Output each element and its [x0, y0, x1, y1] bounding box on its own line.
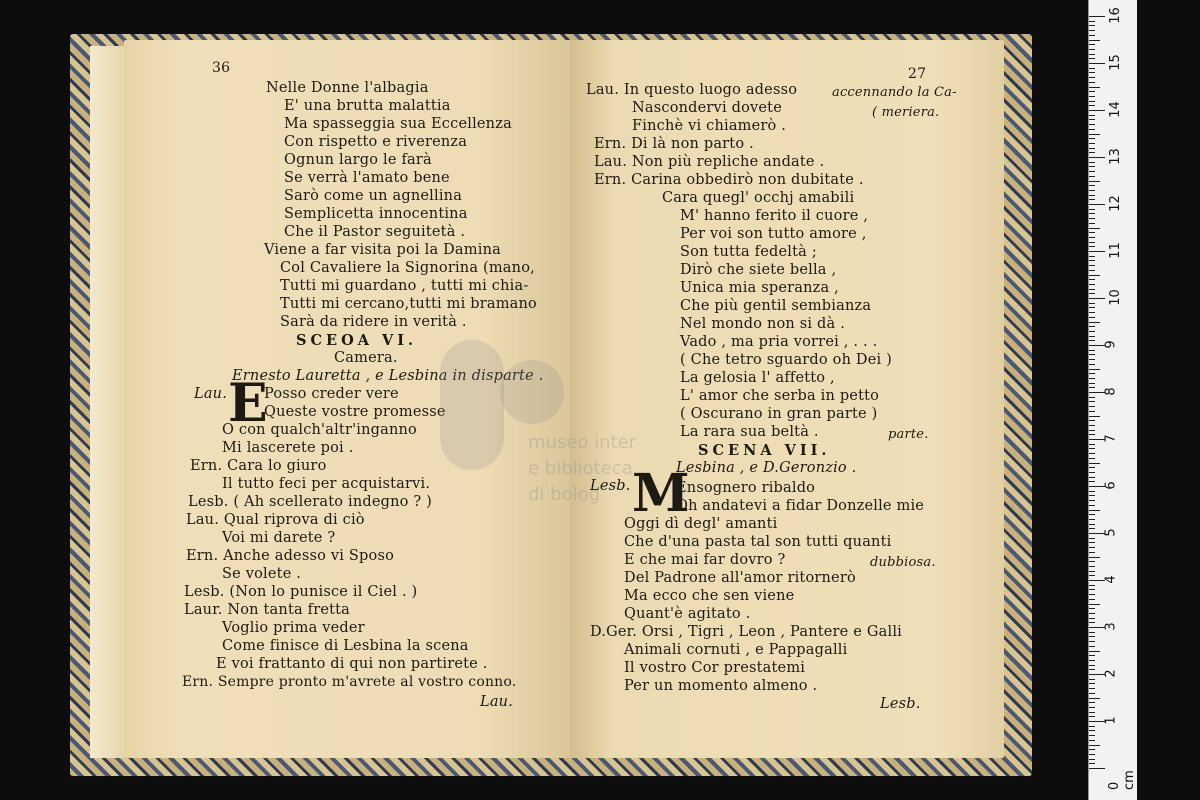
ruler-tick: [1089, 166, 1095, 167]
ruler-tick: [1089, 430, 1095, 431]
scene-location: Camera.: [334, 350, 398, 366]
text-line: Queste vostre promesse: [264, 404, 446, 420]
ruler-number: 3: [1103, 622, 1119, 631]
text-line: Mi lascerete poi .: [222, 440, 354, 456]
ruler-tick: [1089, 317, 1095, 318]
text-line: D.Ger. Orsi , Tigri , Leon , Pantere e Galli: [590, 624, 903, 640]
ruler-tick: [1089, 35, 1095, 36]
ruler-tick: [1089, 213, 1095, 214]
ruler-number: 12: [1107, 195, 1123, 212]
ruler-tick: [1089, 585, 1095, 586]
ruler-number: 4: [1103, 575, 1119, 584]
ruler-tick: [1089, 364, 1095, 365]
text-line: Voi mi darete ?: [222, 530, 336, 546]
ruler-tick: [1089, 209, 1095, 210]
ruler-tick: [1089, 420, 1095, 421]
ruler-tick: [1089, 176, 1095, 177]
flyleaf: [90, 46, 124, 758]
ruler-tick: [1089, 491, 1095, 492]
text-line: Col Cavaliere la Signorina (mano,: [280, 260, 535, 276]
ruler-tick: [1089, 604, 1100, 605]
ruler-tick: [1089, 96, 1095, 97]
page-number-left: 36: [212, 60, 231, 76]
ruler-tick: [1089, 528, 1095, 529]
text-line: Laur. Non tanta fretta: [184, 602, 351, 618]
ruler-tick: [1089, 228, 1100, 229]
ruler-tick: [1089, 552, 1095, 553]
ruler-tick: [1089, 251, 1105, 252]
ruler-tick: [1089, 669, 1095, 670]
text-line: ( Oscurano in gran parte ): [680, 406, 878, 422]
ruler-tick: [1089, 683, 1095, 684]
ruler-tick: [1089, 115, 1095, 116]
text-line: ( Che tetro sguardo oh Dei ): [680, 352, 893, 368]
scene-heading: SCEOA VI.: [296, 332, 418, 349]
ruler-tick: [1089, 721, 1105, 722]
ruler-tick: [1089, 54, 1095, 55]
ruler-tick: [1089, 195, 1095, 196]
text-line: Vado , ma pria vorrei , . . .: [680, 334, 878, 350]
ruler-tick: [1089, 312, 1095, 313]
ruler-tick: [1089, 87, 1100, 88]
text-line: Ern. Cara lo giuro: [190, 458, 327, 474]
ruler-tick: [1089, 763, 1095, 764]
text-line: E voi frattanto di qui non partirete .: [216, 656, 488, 672]
ruler-tick: [1089, 627, 1105, 628]
stage-direction: Ernesto Lauretta , e Lesbina in disparte .: [232, 368, 544, 384]
ruler-tick: [1089, 575, 1095, 576]
stage-direction: Lesbina , e D.Geronzio .: [676, 460, 857, 476]
ruler-tick: [1089, 425, 1095, 426]
ruler-tick: [1089, 270, 1095, 271]
ruler-number: 15: [1107, 54, 1123, 71]
ruler-tick: [1089, 162, 1095, 163]
stage-direction: accennando la Ca-: [832, 85, 957, 100]
ruler-tick: [1089, 199, 1095, 200]
ruler-tick: [1089, 331, 1095, 332]
text-line: Viene a far visita poi la Damina: [264, 242, 501, 258]
text-line: La rara sua beltà .: [680, 424, 819, 440]
text-line: Lesb. ( Ah scellerato indegno ? ): [188, 494, 433, 510]
drop-cap-m: M: [632, 463, 690, 524]
ruler-tick: [1089, 745, 1100, 746]
ruler-tick: [1089, 25, 1095, 26]
ruler-tick: [1089, 500, 1095, 501]
speaker-label: Lesb.: [590, 478, 631, 494]
ruler-tick: [1089, 472, 1095, 473]
text-line: Oh andatevi a fidar Donzelle mie: [676, 498, 925, 514]
ruler-tick: [1089, 44, 1095, 45]
ruler-tick: [1089, 124, 1095, 125]
text-line: Son tutta fedeltà ;: [680, 244, 817, 260]
ruler-tick: [1089, 519, 1095, 520]
ruler-tick: [1089, 110, 1105, 111]
ruler-tick: [1089, 730, 1095, 731]
ruler-tick: [1089, 538, 1095, 539]
drop-cap-e: E: [228, 373, 268, 434]
ruler-tick: [1089, 340, 1095, 341]
ruler-tick: [1089, 190, 1095, 191]
text-line: Ma spasseggia sua Eccellenza: [284, 116, 512, 132]
text-line: Ern. Sempre pronto m'avrete al vostro conno.: [182, 674, 517, 690]
ruler-tick: [1089, 369, 1100, 370]
ruler-tick: [1089, 72, 1095, 73]
ruler-tick: [1089, 397, 1095, 398]
ruler-tick: [1089, 702, 1095, 703]
ruler-tick: [1089, 143, 1095, 144]
text-line: Del Padrone all'amor ritornerò: [624, 570, 856, 586]
ruler-tick: [1089, 434, 1095, 435]
text-line: Sarò come un agnellina: [284, 188, 463, 204]
text-line: Che il Pastor seguitetà .: [284, 224, 466, 240]
ruler-tick: [1089, 185, 1095, 186]
ruler-tick: [1089, 30, 1095, 31]
text-line: Ensognero ribaldo: [676, 480, 816, 496]
ruler-tick: [1089, 707, 1095, 708]
text-line: Se volete .: [222, 566, 302, 582]
ruler-tick: [1089, 411, 1095, 412]
ruler-tick: [1089, 618, 1095, 619]
ruler-tick: [1089, 416, 1100, 417]
ruler-tick: [1089, 495, 1095, 496]
text-line: E' una brutta malattia: [284, 98, 451, 114]
ruler-tick: [1089, 101, 1095, 102]
text-line: Animali cornuti , e Pappagalli: [624, 642, 848, 658]
ruler-unit-label: 0 cm: [1107, 770, 1137, 790]
ruler-tick: [1089, 181, 1100, 182]
text-line: Posso creder vere: [264, 386, 399, 402]
ruler-tick: [1089, 138, 1095, 139]
ruler-tick: [1089, 350, 1095, 351]
page-number-right: 27: [908, 66, 927, 82]
ruler-tick: [1089, 444, 1095, 445]
ruler-tick: [1089, 735, 1095, 736]
text-line: Lau. In questo luogo adesso: [586, 82, 798, 98]
ruler-tick: [1089, 632, 1095, 633]
ruler-tick: [1089, 477, 1095, 478]
ruler-tick: [1089, 481, 1095, 482]
ruler-number: 1: [1103, 716, 1119, 725]
ruler-tick: [1089, 378, 1095, 379]
ruler-tick: [1089, 387, 1095, 388]
watermark-text: e biblioteca: [528, 458, 633, 479]
ruler-tick: [1089, 439, 1105, 440]
ruler-tick: [1089, 303, 1095, 304]
text-line: Che più gentil sembianza: [680, 298, 872, 314]
ruler-number: 2: [1103, 669, 1119, 678]
ruler-tick: [1089, 77, 1095, 78]
ruler-tick: [1089, 674, 1105, 675]
ruler-tick: [1089, 289, 1095, 290]
text-line: M' hanno ferito il cuore ,: [680, 208, 869, 224]
ruler-tick: [1089, 91, 1095, 92]
text-line: Per un momento almeno .: [624, 678, 818, 694]
ruler-tick: [1089, 571, 1095, 572]
ruler-tick: [1089, 463, 1100, 464]
ruler-tick: [1089, 204, 1105, 205]
ruler-tick: [1089, 16, 1105, 17]
text-line: Quant'è agitato .: [624, 606, 751, 622]
ruler-number: 10: [1107, 289, 1123, 306]
ruler-tick: [1089, 759, 1095, 760]
ruler-tick: [1089, 279, 1095, 280]
text-line: Con rispetto e riverenza: [284, 134, 468, 150]
text-line: E che mai far dovro ?: [624, 552, 786, 568]
ruler-number: 9: [1103, 340, 1119, 349]
text-line: Ern. Anche adesso vi Sposo: [186, 548, 395, 564]
ruler-tick: [1089, 599, 1095, 600]
ruler-tick: [1089, 307, 1095, 308]
scene-heading: SCENA VII.: [698, 442, 831, 459]
ruler-tick: [1089, 49, 1095, 50]
ruler-tick: [1089, 636, 1095, 637]
speaker-label: Lau.: [194, 386, 228, 402]
ruler-tick: [1089, 82, 1095, 83]
text-line: Semplicetta innocentina: [284, 206, 468, 222]
ruler-tick: [1089, 768, 1105, 769]
text-line: Oggi dì degl' amanti: [624, 516, 778, 532]
text-line: La gelosia l' affetto ,: [680, 370, 835, 386]
ruler-tick: [1089, 392, 1105, 393]
ruler-tick: [1089, 260, 1095, 261]
watermark-mark: [440, 340, 504, 470]
ruler-tick: [1089, 693, 1095, 694]
catchword: Lesb.: [880, 696, 921, 712]
text-line: Il vostro Cor prestatemi: [624, 660, 806, 676]
text-line: Lau. Qual riprova di ciò: [186, 512, 365, 528]
ruler-number: 13: [1107, 148, 1123, 165]
ruler-tick: [1089, 467, 1095, 468]
ruler-tick: [1089, 641, 1095, 642]
ruler-tick: [1089, 265, 1095, 266]
text-line: Finchè vi chiamerò .: [632, 118, 787, 134]
ruler-tick: [1089, 134, 1100, 135]
ruler-tick: [1089, 665, 1095, 666]
ruler-tick: [1089, 716, 1095, 717]
text-line: Voglio prima veder: [222, 620, 365, 636]
ruler-tick: [1089, 63, 1105, 64]
text-line: Nelle Donne l'albagia: [266, 80, 429, 96]
text-line: Dirò che siete bella ,: [680, 262, 837, 278]
ruler-tick: [1089, 749, 1095, 750]
text-line: Per voi son tutto amore ,: [680, 226, 867, 242]
ruler-tick: [1089, 679, 1095, 680]
ruler-tick: [1089, 401, 1095, 402]
ruler-tick: [1089, 726, 1095, 727]
ruler-tick: [1089, 40, 1100, 41]
ruler-tick: [1089, 740, 1095, 741]
ruler-tick: [1089, 651, 1100, 652]
ruler-tick: [1089, 646, 1095, 647]
ruler-tick: [1089, 608, 1095, 609]
measurement-ruler: [1088, 0, 1137, 800]
right-page: [570, 40, 1004, 758]
ruler-tick: [1089, 326, 1095, 327]
ruler-tick: [1089, 119, 1095, 120]
ruler-tick: [1089, 298, 1105, 299]
ruler-tick: [1089, 594, 1095, 595]
ruler-tick: [1089, 58, 1095, 59]
ruler-tick: [1089, 458, 1095, 459]
ruler-tick: [1089, 345, 1105, 346]
ruler-tick: [1089, 514, 1095, 515]
stage-direction: ( meriera.: [872, 105, 940, 120]
ruler-tick: [1089, 566, 1095, 567]
ruler-tick: [1089, 284, 1095, 285]
text-line: Nascondervi dovete: [632, 100, 782, 116]
ruler-tick: [1089, 21, 1095, 22]
ruler-tick: [1089, 698, 1100, 699]
ruler-tick: [1089, 275, 1100, 276]
ruler-tick: [1089, 105, 1095, 106]
ruler-number: 5: [1103, 528, 1119, 537]
ruler-tick: [1089, 533, 1105, 534]
ruler-tick: [1089, 354, 1095, 355]
ruler-tick: [1089, 622, 1095, 623]
ruler-number: 16: [1107, 7, 1123, 24]
ruler-tick: [1089, 322, 1100, 323]
ruler-tick: [1089, 359, 1095, 360]
ruler-tick: [1089, 171, 1095, 172]
watermark-text: di bolog: [528, 484, 601, 505]
text-line: Lesb. (Non lo punisce il Ciel . ): [184, 584, 418, 600]
ruler-tick: [1089, 373, 1095, 374]
text-line: Sarà da ridere in verità .: [280, 314, 467, 330]
ruler-tick: [1089, 580, 1105, 581]
ruler-number: 8: [1103, 387, 1119, 396]
ruler-tick: [1089, 688, 1095, 689]
ruler-tick: [1089, 660, 1095, 661]
text-line: Tutti mi cercano,tutti mi bramano: [280, 296, 537, 312]
ruler-tick: [1089, 406, 1095, 407]
text-line: Ognun largo le farà: [284, 152, 432, 168]
ruler-tick: [1089, 754, 1095, 755]
ruler-tick: [1089, 557, 1100, 558]
ruler-tick: [1089, 152, 1095, 153]
ruler-tick: [1089, 256, 1095, 257]
ruler-tick: [1089, 129, 1095, 130]
ruler-tick: [1089, 712, 1095, 713]
ruler-tick: [1089, 157, 1105, 158]
ruler-tick: [1089, 453, 1095, 454]
ruler-tick: [1089, 336, 1095, 337]
ruler-number: 6: [1103, 481, 1119, 490]
ruler-number: 11: [1107, 242, 1123, 259]
text-line: Ern. Carina obbedirò non dubitate .: [594, 172, 864, 188]
watermark-text: museo inter: [528, 432, 637, 453]
ruler-tick: [1089, 486, 1105, 487]
ruler-tick: [1089, 237, 1095, 238]
ruler-tick: [1089, 448, 1095, 449]
text-line: Se verrà l'amato bene: [284, 170, 450, 186]
text-line: O con qualch'altr'inganno: [222, 422, 417, 438]
ruler-tick: [1089, 68, 1095, 69]
text-line: Cara quegl' occhj amabili: [662, 190, 855, 206]
ruler-tick: [1089, 524, 1095, 525]
ruler-tick: [1089, 547, 1095, 548]
text-line: Il tutto feci per acquistarvi.: [222, 476, 431, 492]
ruler-tick: [1089, 148, 1095, 149]
ruler-tick: [1089, 589, 1095, 590]
ruler-tick: [1089, 505, 1095, 506]
ruler-tick: [1089, 293, 1095, 294]
ruler-tick: [1089, 613, 1095, 614]
watermark-mark: [500, 360, 564, 424]
ruler-number: 14: [1107, 101, 1123, 118]
ruler-tick: [1089, 542, 1095, 543]
text-line: Lau. Non più repliche andate .: [594, 154, 825, 170]
text-line: Nel mondo non si dà .: [680, 316, 846, 332]
ruler-tick: [1089, 246, 1095, 247]
text-line: Ern. Di là non parto .: [594, 136, 754, 152]
text-line: Unica mia speranza ,: [680, 280, 839, 296]
ruler-tick: [1089, 218, 1095, 219]
ruler-tick: [1089, 223, 1095, 224]
ruler-tick: [1089, 232, 1095, 233]
text-line: Come finisce di Lesbina la scena: [222, 638, 469, 654]
ruler-tick: [1089, 655, 1095, 656]
text-line: L' amor che serba in petto: [680, 388, 880, 404]
ruler-number: 7: [1103, 434, 1119, 443]
text-line: Che d'una pasta tal son tutti quanti: [624, 534, 892, 550]
text-line: Ma ecco che sen viene: [624, 588, 795, 604]
ruler-tick: [1089, 510, 1100, 511]
ruler-tick: [1089, 383, 1095, 384]
stage-direction: dubbiosa.: [870, 555, 936, 570]
stage-direction: parte.: [888, 427, 929, 442]
catchword: Lau.: [480, 694, 514, 710]
ruler-tick: [1089, 242, 1095, 243]
text-line: Tutti mi guardano , tutti mi chia-: [280, 278, 529, 294]
ruler-tick: [1089, 561, 1095, 562]
